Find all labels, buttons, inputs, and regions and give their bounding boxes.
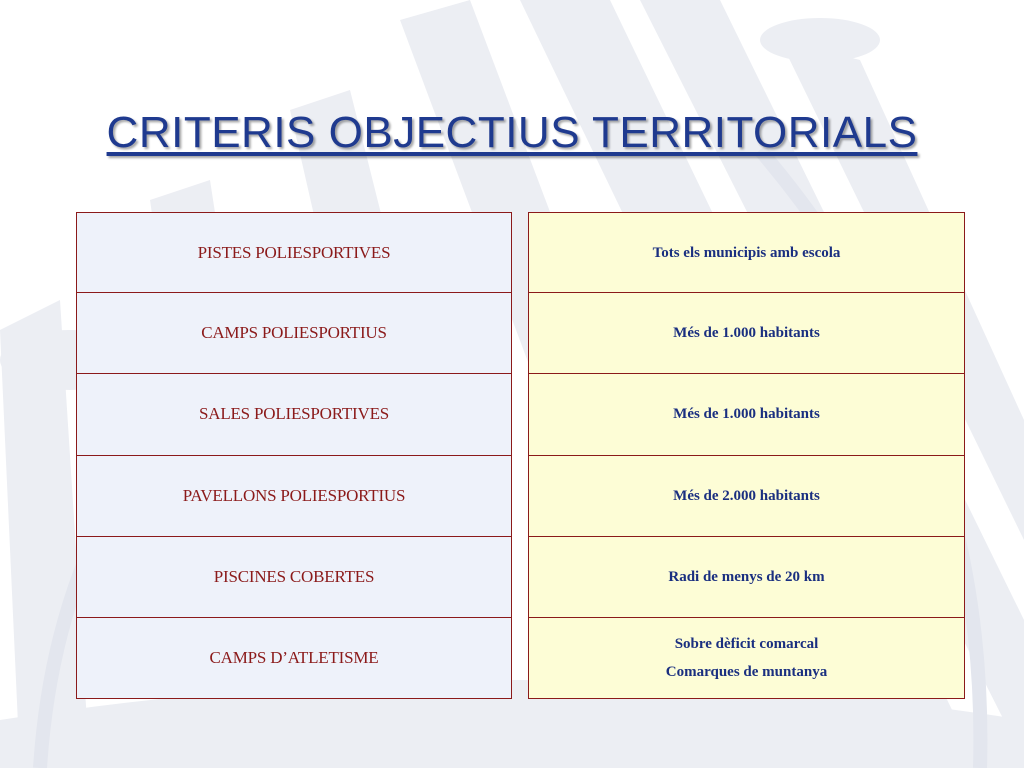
facility-label: PAVELLONS POLIESPORTIUS [182, 485, 406, 505]
facility-label: CAMPS POLIESPORTIUS [201, 323, 387, 343]
facility-label: PISTES POLIESPORTIVES [197, 242, 391, 262]
facility-cell [76, 374, 512, 455]
criteria-line: Tots els municipis amb escola [652, 244, 841, 261]
criteria-column [528, 212, 965, 699]
criteria-cell [528, 618, 965, 699]
facility-cell [76, 537, 512, 618]
criteria-cell [528, 537, 965, 618]
criteria-cell [528, 293, 965, 374]
facility-cell [76, 212, 512, 293]
facility-label: SALES POLIESPORTIVES [198, 404, 390, 424]
page-title: CRITERIS OBJECTIUS TERRITORIALS [106, 108, 918, 157]
criteria-line: Més de 2.000 habitants [673, 487, 820, 504]
facility-cell [76, 293, 512, 374]
criteria-line: Més de 1.000 habitants [673, 406, 820, 423]
facilities-column [76, 212, 512, 699]
criteria-cell [528, 374, 965, 455]
facility-cell [76, 618, 512, 699]
facility-label: CAMPS D’ATLETISME [209, 648, 379, 668]
criteria-cell [528, 456, 965, 537]
criteria-line: Comarques de muntanya [665, 664, 828, 681]
criteria-cell [528, 212, 965, 293]
criteria-line: Més de 1.000 habitants [673, 325, 820, 342]
facility-cell [76, 456, 512, 537]
criteria-line: Radi de menys de 20 km [668, 568, 825, 585]
facility-label: PISCINES COBERTES [213, 566, 375, 586]
criteria-line: Sobre dèficit comarcal [674, 636, 819, 653]
